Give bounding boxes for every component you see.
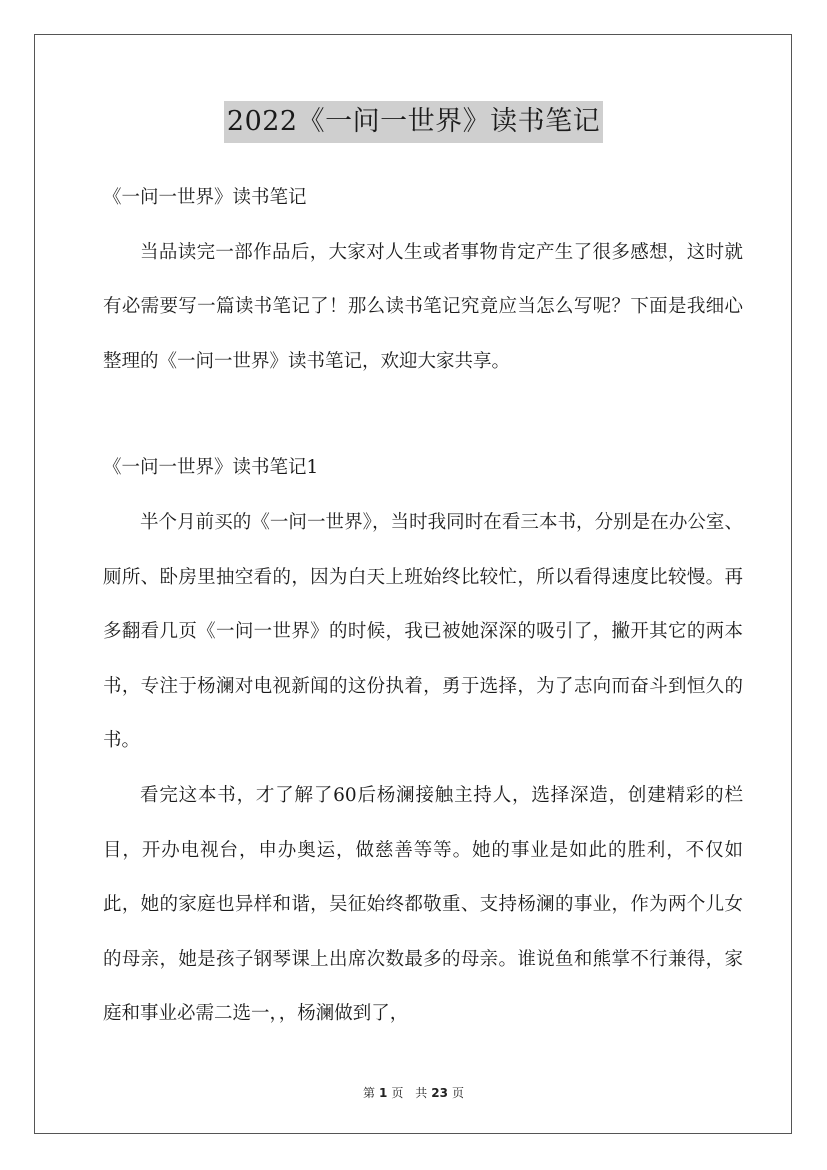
section-gap: [103, 389, 743, 441]
intro-paragraph: 当品读完一部作品后，大家对人生或者事物肯定产生了很多感想，这时就有必需要写一篇读书笔记了！那么读书笔记究竟应当怎么写呢？下面是我细心整理的《一问一世界》读书笔记，欢迎大家共享。: [103, 241, 743, 372]
page-number: 1: [379, 1086, 388, 1100]
total-suffix: 页: [451, 1086, 464, 1100]
body-paragraph: 半个月前买的《一问一世界》，当时我同时在看三本书，分别是在办公室、厕所、卧房里抽空看的，因为白天上班始终比较忙，所以看得速度比较慢。再多翻看几页《一问一世界》的时候，我已被她深深的吸引了，撇开其它的两本书，专注于杨澜对电视新闻的这份执着，勇于选择，为了志向而奋斗到恒久的书。: [103, 511, 743, 752]
document-title: 2022《一问一世界》读书笔记: [224, 101, 603, 143]
document-subtitle: 《一问一世界》读书笔记: [103, 187, 307, 208]
body-paragraph: 看完这本书，才了解了60后杨澜接触主持人，选择深造，创建精彩的栏目，开办电视台，申办奥运，做慈善等等。她的事业是如此的胜利，不仅如此，她的家庭也异样和谐，吴征始终都敬重、支持杨澜的事业，作为两个儿女的母亲，她是孩子钢琴课上出席次数最多的母亲。谁说鱼和熊掌不行兼得，家庭和事业必需二选一，，杨澜做到了，: [103, 784, 743, 1025]
document-body: [103, 171, 743, 1042]
title-wrap: [0, 101, 827, 143]
total-prefix: 共: [415, 1086, 428, 1100]
page-prefix: 第: [363, 1086, 376, 1100]
page-indicator: [361, 1086, 405, 1100]
total-pages-indicator: [413, 1086, 466, 1100]
page-suffix: 页: [391, 1086, 404, 1100]
section-heading: 《一问一世界》读书笔记1: [103, 457, 319, 479]
page-footer: [0, 1084, 827, 1101]
total-pages: 23: [431, 1086, 448, 1100]
